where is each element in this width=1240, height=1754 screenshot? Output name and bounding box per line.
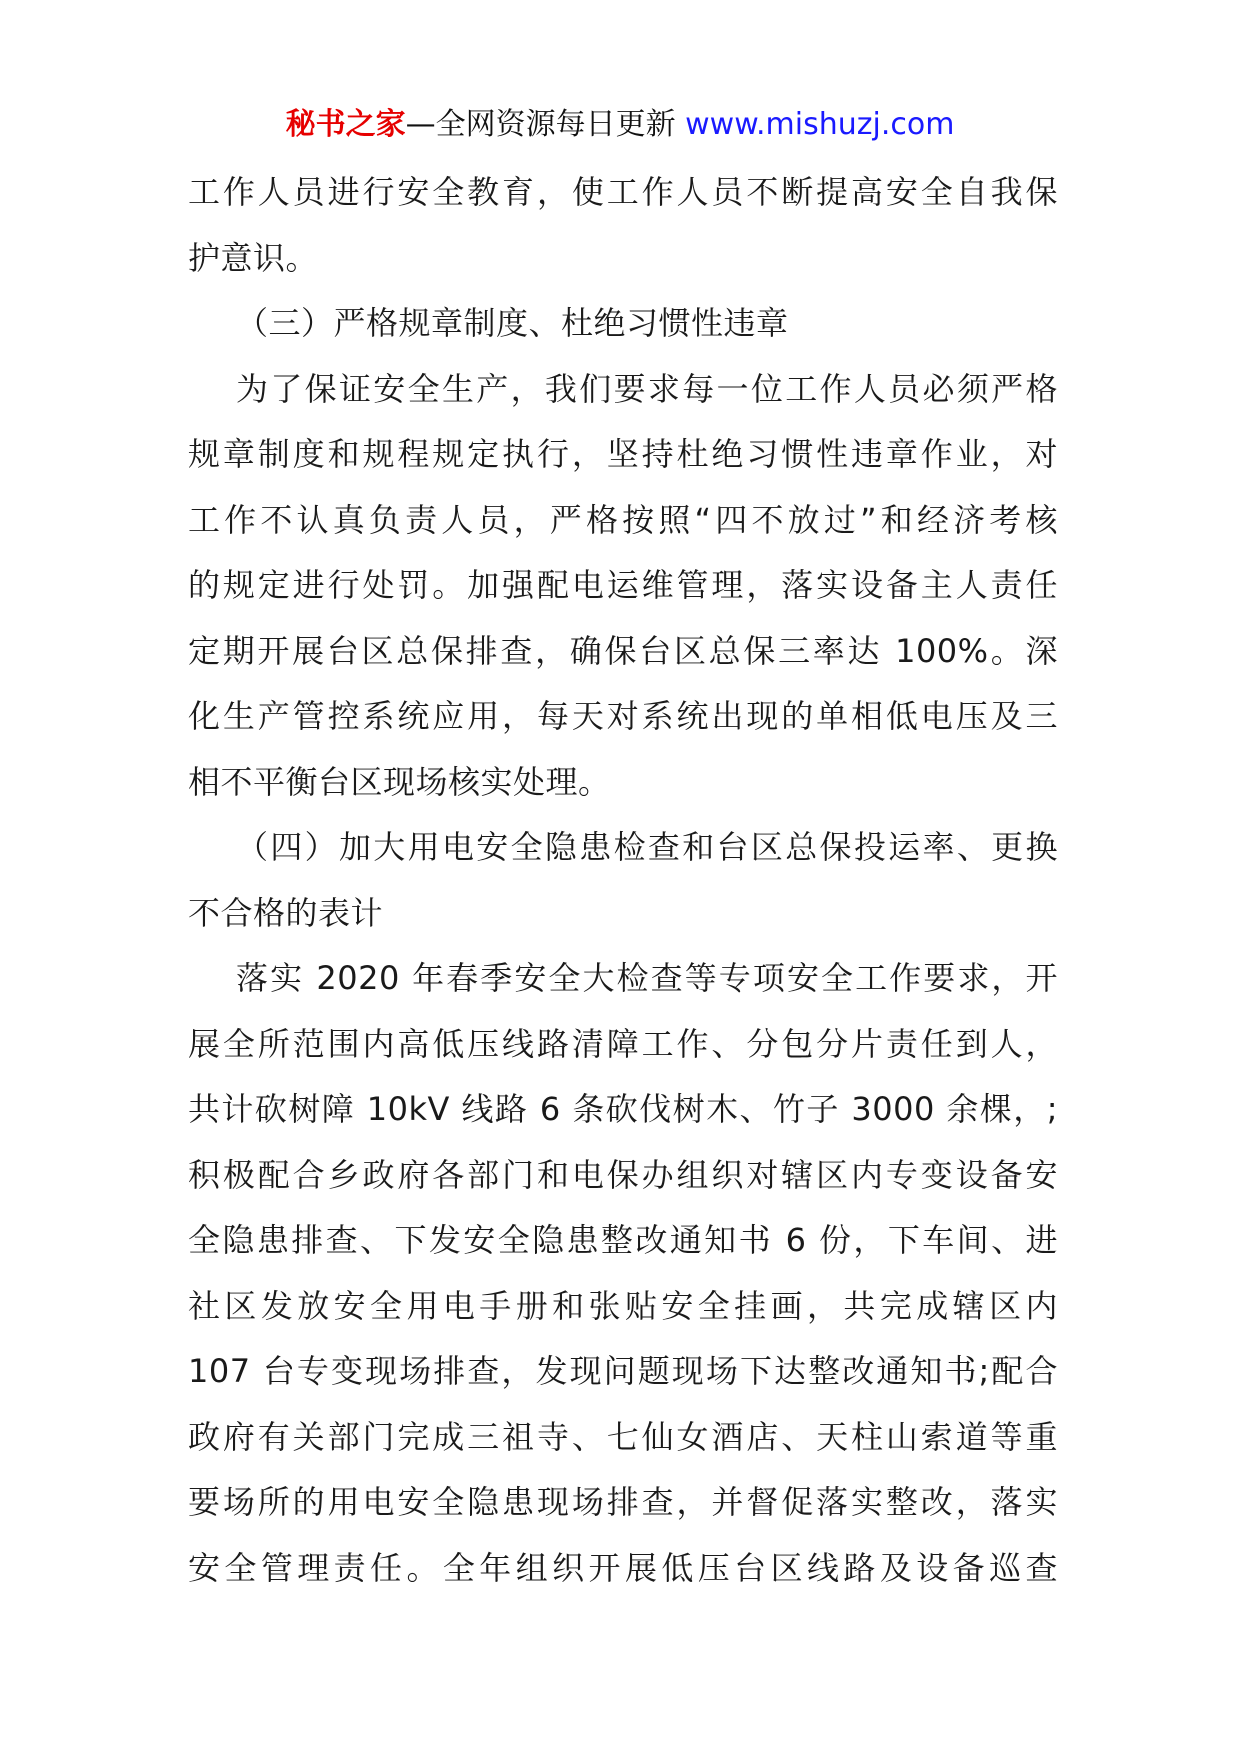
section-heading: （四）加大用电安全隐患检查和台区总保投运率、更换 (236, 828, 1058, 866)
text-line: 安全管理责任。全年组织开展低压台区线路及设备巡查 (188, 1548, 1058, 1587)
page-header (0, 103, 1240, 147)
text-line: 社区发放安全用电手册和张贴安全挂画，共完成辖区内 (188, 1286, 1058, 1325)
text-line: 化生产管控系统应用，每天对系统出现的单相低电压及三 (188, 697, 1058, 735)
text-line: 全隐患排查、下发安全隐患整改通知书 6 份，下车间、进 (188, 1221, 1058, 1259)
text-line: 工作不认真负责人员，严格按照“四不放过”和经济考核 (188, 500, 1058, 539)
text-line: 的规定进行处罚。加强配电运维管理，落实设备主人责任 (188, 566, 1058, 604)
text-line: 107 台专变现场排查，发现问题现场下达整改通知书;配合 (188, 1352, 1058, 1390)
paragraph-first-line: 落实 2020 年春季安全大检查等专项安全工作要求，开 (236, 959, 1058, 997)
document-body (188, 160, 1058, 1601)
section-heading: （三）严格规章制度、杜绝习惯性违章 (236, 304, 789, 342)
section-heading-continued: 不合格的表计 (188, 893, 384, 932)
text-line: 积极配合乡政府各部门和电保办组织对辖区内专变设备安 (188, 1155, 1058, 1194)
header-url-link[interactable]: www.mishuzj.com (685, 107, 955, 142)
text-line: 护意识。 (188, 238, 319, 277)
text-line: 定期开展台区总保排查，确保台区总保三率达 100%。深 (188, 631, 1058, 670)
text-line: 展全所范围内高低压线路清障工作、分包分片责任到人， (188, 1024, 1058, 1063)
text-line: 要场所的用电安全隐患现场排查，并督促落实整改，落实 (188, 1483, 1058, 1521)
text-line: 规章制度和规程规定执行，坚持杜绝习惯性违章作业，对 (188, 435, 1058, 473)
text-line: 相不平衡台区现场核实处理。 (188, 762, 611, 801)
header-tagline: —全网资源每日更新 (405, 107, 686, 142)
text-line: 政府有关部门完成三祖寺、七仙女酒店、天柱山索道等重 (188, 1417, 1058, 1456)
brand-name: 秘书之家 (285, 107, 406, 142)
text-line: 共计砍树障 10kV 线路 6 条砍伐树木、竹子 3000 余棵，; (188, 1090, 1058, 1128)
text-line: 工作人员进行安全教育，使工作人员不断提高安全自我保 (188, 173, 1058, 211)
paragraph-first-line: 为了保证安全生产，我们要求每一位工作人员必须严格 (236, 369, 1058, 408)
